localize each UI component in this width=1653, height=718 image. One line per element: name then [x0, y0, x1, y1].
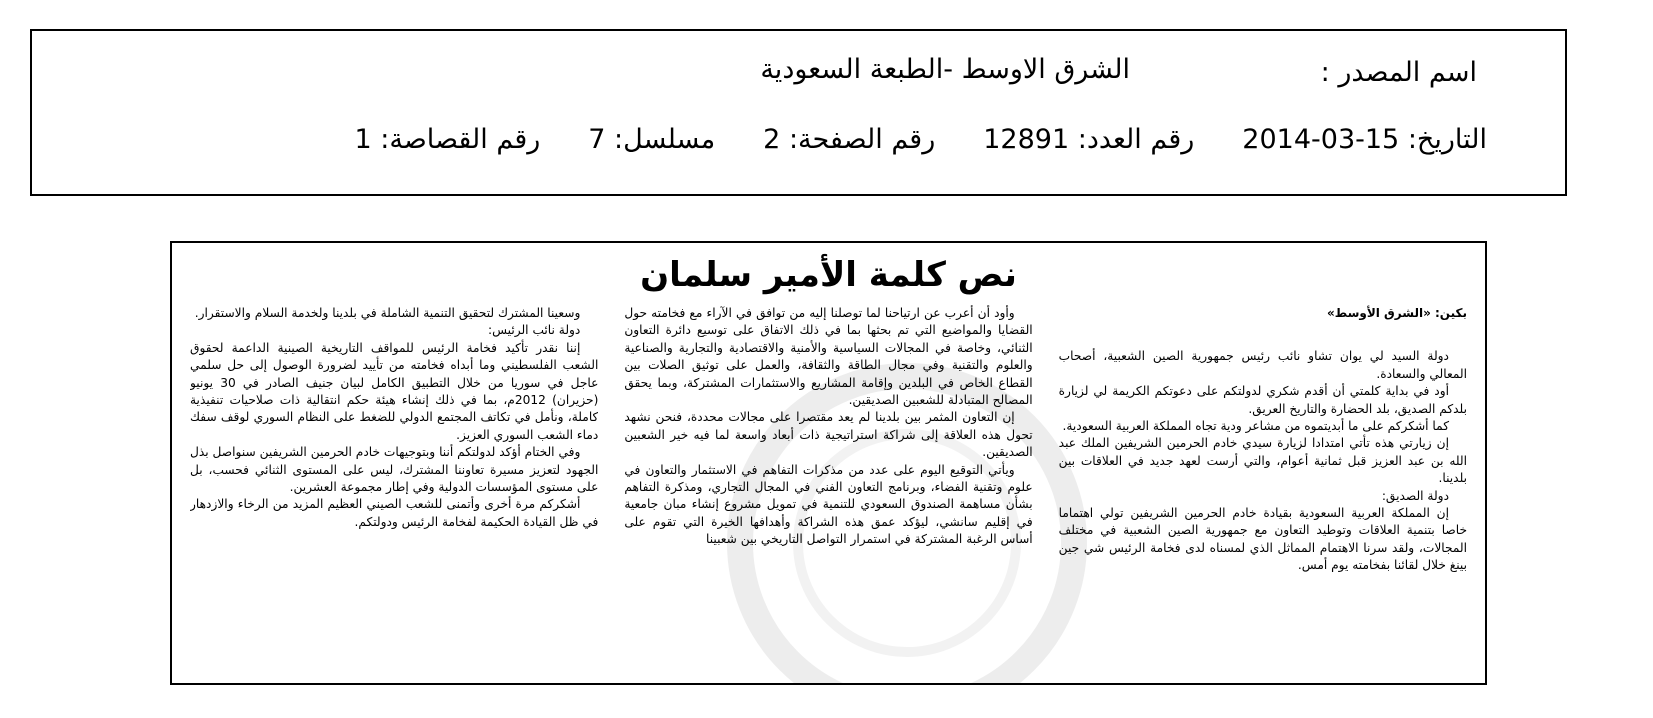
paragraph: وفي الختام أؤكد لدولتكم أننا وبتوجيهات خادم الحرمين الشريفين سنواصل بذل الجهود لتعزيز مسيرة تعاوننا المشترك، ليس على المستوى الثنائي فحسب، بل على مستوى المؤسسات الدولية وفي إطار مجموعة العشرين.: [190, 445, 599, 495]
paragraph: إننا نقدر تأكيد فخامة الرئيس للمواقف التاريخية الصينية الداعمة لحقوق الشعب الفلسطيني وما أبداه فخامته من تأييد لضرورة الوصول إلى حل سلمي عاجل في سوريا من خلال التطبيق الكامل لبيان جنيف الصادر في 30 يونيو (حزيران) 2012م، بما في ذلك إنشاء هيئة حكم انتقالية ذات صلاحيات تنفيذية كاملة، ونأمل في تكاتف المجتمع الدولي للضغط على النظام السوري لوقف سفك دماء الشعب السوري العزيز.: [190, 340, 599, 442]
paragraph: وأود أن أعرب عن ارتياحنا لما توصلنا إليه من توافق في الآراء مع فخامته حول القضايا والمواضيع التي تم بحثها بما في ذلك الاتفاق على توسيع دائرة التعاون الثنائي، وخاصة في المجالات السياسية والأمنية والاقتصادية والتجارية والصناعية والعلوم والتقنية وفي مجال الطاقة والثقافة، والعمل على توثيق الصلات بين القطاع الخاص في البلدين وإقامة المشاريع والاستثمارات المشتركة، وبما يحقق المصالح المتبادلة للشعبين الصديقين.: [624, 306, 1033, 408]
serial-field: مسلسل: 7: [588, 124, 716, 155]
paragraph: أشكركم مرة أخرى وأتمنى للشعب الصيني العظيم المزيد من الرخاء والازدهار في ظل القيادة الحكيمة لفخامة الرئيس ودولتكم.: [190, 497, 599, 529]
article-columns: [190, 305, 1467, 675]
article-column-3: [190, 305, 598, 675]
paragraph: وسعينا المشترك لتحقيق التنمية الشاملة في بلدينا ولخدمة السلام والاستقرار.: [194, 306, 581, 320]
paragraph: دولة الصديق:: [1381, 488, 1449, 503]
metadata-header-box: [30, 29, 1567, 196]
date-field: التاريخ: 15-03-2014: [1242, 124, 1487, 155]
paragraph: أود في بداية كلمتي أن أقدم شكري لدولتكم على دعوتكم الكريمة لي لزيارة بلدكم الصديق، بلد الحضارة والتاريخ العريق.: [1058, 384, 1467, 416]
paragraph: دولة نائب الرئيس:: [488, 323, 581, 338]
clip-number-field: رقم القصاصة: 1: [354, 124, 541, 155]
paragraph: كما أشكركم على ما أبديتموه من مشاعر ودية تجاه المملكة العربية السعودية.: [1062, 419, 1449, 434]
paragraph: ويأتي التوقيع اليوم على عدد من مذكرات التفاهم في الاستثمار والتعاون في علوم وتقنية الفضاء، وبرنامج التعاون الفني في المجال التجاري، ومذكرة التفاهم بشأن مساهمة الصندوق السعودي للتنمية في تمويل مشروع إنشاء مبان جامعية في إقليم سانشي، ليؤكد عمق هذه الشراكة وأهدافها الخيرة التي تقوم على أساس الرغبة المشتركة في استمرار التواصل التاريخي بين شعبينا: [624, 462, 1033, 547]
source-label: اسم المصدر :: [1320, 57, 1477, 88]
paragraph: إن المملكة العربية السعودية بقيادة خادم الحرمين الشريفين تولي اهتماما خاصا بتنمية العلاقات وتوطيد التعاون مع جمهورية الصين الشعبية في مختلف المجالات، ولقد سرنا الاهتمام المماثل الذي لمسناه لدى فخامة الرئيس شي جين بينغ خلال لقائنا بفخامته يوم أمس.: [1058, 506, 1467, 573]
article-byline: بكين: «الشرق الأوسط»: [1326, 306, 1467, 320]
article-column-2: [624, 305, 1032, 675]
page-number-field: رقم الصفحة: 2: [763, 124, 936, 155]
paragraph: دولة السيد لي يوان تشاو نائب رئيس جمهورية الصين الشعبية، أصحاب المعالي والسعادة.: [1058, 349, 1467, 381]
paragraph: إن التعاون المثمر بين بلدينا لم يعد مقتصرا على مجالات محددة، فنحن نشهد تحول هذه العلاقة إلى شراكة استراتيجية ذات أبعاد واسعة لما فيه خير الشعبين الصديقين.: [624, 410, 1033, 460]
source-value: الشرق الاوسط -الطبعة السعودية: [760, 54, 1130, 85]
paragraph: إن زيارتي هذه تأتي امتدادا لزيارة سيدي خادم الحرمين الشريفين الملك عبد الله بن عبد العزيز قبل ثمانية أعوام، والتي أرست لعهد جديد في العلاقات بين بلدينا.: [1058, 436, 1467, 486]
issue-number-field: رقم العدد: 12891: [983, 124, 1195, 155]
article-headline: نص كلمة الأمير سلمان: [640, 255, 1017, 295]
newspaper-clipping: [170, 241, 1487, 685]
metadata-row: [354, 123, 1487, 157]
article-column-1: [1059, 305, 1467, 675]
